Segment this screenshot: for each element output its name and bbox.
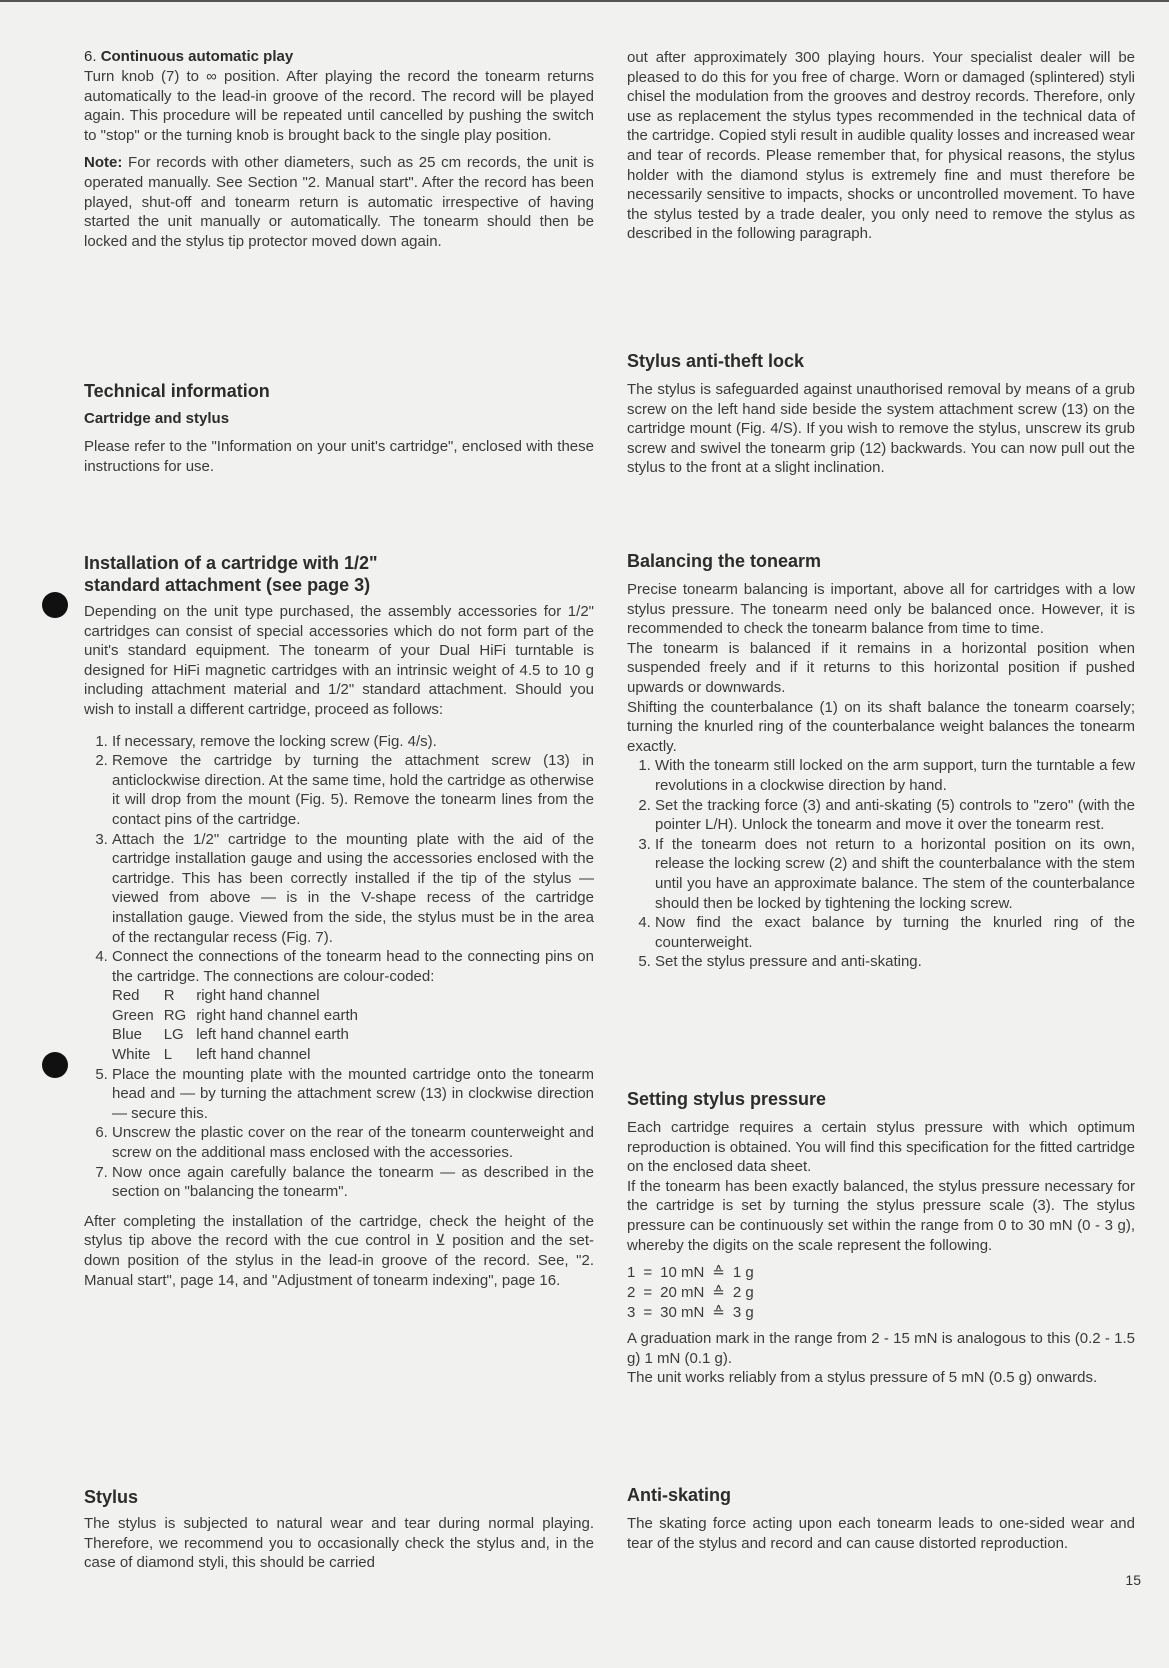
balancing-p3: Shifting the counterbalance (1) on its shaft balance the tonearm coarsely; turning the knurled ring of the counterbalance weight balances the tonearm exactly. xyxy=(627,698,1135,755)
colour-row: White L left hand channel xyxy=(112,1046,311,1064)
stylus-pressure-p2: If the tonearm has been exactly balanced, the stylus pressure necessary for the cartridge is set by turning the stylus pressure scale (3). The stylus pressure can be continuously set within the range from 0 to 30 mN (0 - 3 g), whereby the digits on the scale represent the following. xyxy=(627,1177,1135,1254)
installation-heading: Installation of a cartridge with 1/2" standard attachment (see page 3) xyxy=(84,553,378,595)
continuous-play-note: Note: For records with other diameters, such as 25 cm records, the unit is operated manually. See Section "2. Manual start". After the record has been played, shut-off and tonearm return is automatic irrespective of having started the unit manually or automatically. The tonearm should then be locked and the stylus tip protector moved down again. xyxy=(84,154,594,250)
stylus-continued-text: out after approximately 300 playing hours. Your specialist dealer will be pleased to do this for you free of charge. Worn or damaged (splintered) styli chisel the modulation from the grooves and destroy records. Therefore, only use as replacement the stylus types recommended in the technical data of the cartridge. Copied styli result in audible quality losses and increased wear and tear of records. Please remember that, for physical reasons, the stylus holder with the diamond stylus is extremely fine and must therefore be necessarily sensitive to impacts, shocks or uncontrolled movement. To have the stylus tested by a trade dealer, you only need to remove the stylus as described in the following paragraph. xyxy=(627,49,1135,243)
installation-step: 7. Now once again carefully balance the tonearm — as described in the section on "balancing the tonearm". xyxy=(112,1163,594,1202)
pressure-row: 3 = 30 mN ≙ 3 g xyxy=(627,1304,754,1322)
pressure-table xyxy=(627,1263,762,1323)
continuous-play-section xyxy=(84,48,594,251)
installation-step: 1. If necessary, remove the locking screw (Fig. 4/s). xyxy=(112,732,594,752)
installation-step: 2. Remove the cartridge by turning the attachment screw (13) in anticlockwise direction. At the same time, hold the cartridge as otherwise it will drop from the mount (Fig. 5). Remove the tonearm lines from the contact pins of the cartridge. xyxy=(112,751,594,829)
pressure-row: 2 = 20 mN ≙ 2 g xyxy=(627,1284,754,1302)
anti-skating-section xyxy=(627,1484,1135,1553)
balancing-p1: Precise tonearm balancing is important, above all for cartridges with a low stylus pressure. The tonearm need only be balanced once. However, it is recommended to check the tonearm balance from time to time. xyxy=(627,581,1135,638)
installation-step: 4. Connect the connections of the tonearm head to the connecting pins on the cartridge. The connections are colour-coded: xyxy=(112,947,594,986)
balancing-step: 2. Set the tracking force (3) and anti-skating (5) controls to "zero" (with the pointer L/H). Unlock the tonearm and move it over the tonearm rest. xyxy=(655,796,1135,835)
technical-info-heading: Technical information xyxy=(84,381,270,401)
colour-row: Green RG right hand channel earth xyxy=(112,1006,358,1024)
balancing-step: 4. Now find the exact balance by turning the knurled ring of the counterweight. xyxy=(655,913,1135,952)
anti-theft-heading: Stylus anti-theft lock xyxy=(627,351,805,371)
installation-after-text: After completing the installation of the cartridge, check the height of the stylus tip above the record with the cue control in ⊻ position and the set-down position of the stylus in the lead-in groove of the record. See, "2. Manual start", page 14, and "Adjustment of tonearm indexing", page 16. xyxy=(84,1212,594,1289)
anti-skating-heading: Anti-skating xyxy=(627,1485,732,1505)
colour-row: Red R right hand channel xyxy=(112,987,320,1005)
stylus-pressure-section xyxy=(627,1088,1135,1388)
installation-step: 6. Unscrew the plastic cover on the rear of the tonearm counterweight and screw on the additional mass enclosed with the accessories. xyxy=(112,1123,594,1162)
anti-theft-text: The stylus is safeguarded against unauthorised removal by means of a grub screw on the left hand side beside the system attachment screw (13) on the cartridge mount (Fig. 4/S). If you wish to remove the stylus, unscrew its grub screw and swivel the tonearm grip (12) backwards. You can now pull out the stylus to the front at a slight inclination. xyxy=(627,381,1135,477)
continuous-play-text: Turn knob (7) to ∞ position. After playing the record the tonearm returns automatically to the lead-in groove of the record. The record will be played again. This procedure will be repeated until cancelled by pushing the switch to "stop" or the turning knob is brought back to the single play position. xyxy=(84,68,594,144)
binder-hole-upper xyxy=(42,592,68,618)
continuous-play-heading: 6. Continuous automatic play xyxy=(84,48,294,65)
balancing-p2: The tonearm is balanced if it remains in a horizontal position when suspended freely and if it returns to this horizontal position if pushed upwards or downwards. xyxy=(627,639,1135,696)
top-edge-line xyxy=(0,0,1169,2)
page-number: 15 xyxy=(1125,1572,1141,1588)
colour-row: Blue LG left hand channel earth xyxy=(112,1026,349,1044)
balancing-step: 1. With the tonearm still locked on the arm support, turn the turntable a few revolutions in a clockwise direction by hand. xyxy=(655,756,1135,795)
technical-info-section xyxy=(84,380,594,476)
stylus-text: The stylus is subjected to natural wear and tear during normal playing. Therefore, we recommend you to occasionally check the stylus and, in the case of diamond styli, this should be carried xyxy=(84,1515,594,1572)
stylus-section xyxy=(84,1486,594,1573)
balancing-heading: Balancing the tonearm xyxy=(627,551,822,571)
anti-skating-text: The skating force acting upon each tonearm leads to one-sided wear and tear of the stylus and record and can cause distorted reproduction. xyxy=(627,1515,1135,1552)
balancing-step: 5. Set the stylus pressure and anti-skating. xyxy=(655,952,1135,972)
stylus-pressure-p1: Each cartridge requires a certain stylus pressure with which optimum reproduction is obtained. You will find this specification for the fitted cartridge on the enclosed data sheet. xyxy=(627,1119,1135,1176)
installation-section xyxy=(84,552,594,1290)
binder-hole-lower xyxy=(42,1052,68,1078)
installation-step: 5. Place the mounting plate with the mounted cartridge onto the tonearm head and — by turning the attachment screw (13) in clockwise direction — secure this. xyxy=(112,1065,594,1124)
installation-step: 3. Attach the 1/2" cartridge to the mounting plate with the aid of the cartridge installation gauge and using the accessories enclosed with the cartridge. This has been correctly installed if the tip of the stylus — viewed from above — is in the V-shape recess of the cartridge installation gauge. Viewed from the side, the stylus must be in the area of the rectangular recess (Fig. 7). xyxy=(112,830,594,948)
installation-intro: Depending on the unit type purchased, the assembly accessories for 1/2" cartridges can consist of special accessories which do not form part of the unit's standard equipment. The tonearm of your Dual HiFi turntable is designed for HiFi magnetic cartridges with an intrinsic weight of 4.5 to 10 g including attachment material and 1/2" standard attachment. Should you wish to install a different cartridge, proceed as follows: xyxy=(84,603,594,718)
technical-info-text: Please refer to the "Information on your unit's cartridge", enclosed with these instructions for use. xyxy=(84,438,594,475)
balancing-steps xyxy=(627,756,1135,972)
stylus-pressure-heading: Setting stylus pressure xyxy=(627,1089,827,1109)
stylus-pressure-p4: The unit works reliably from a stylus pressure of 5 mN (0.5 g) onwards. xyxy=(627,1369,1098,1387)
installation-steps xyxy=(84,732,594,987)
cartridge-stylus-subheading: Cartridge and stylus xyxy=(84,410,230,427)
stylus-pressure-p3: A graduation mark in the range from 2 - 15 mN is analogous to this (0.2 - 1.5 g) 1 mN (0.1 g). xyxy=(627,1330,1135,1367)
colour-code-table xyxy=(112,986,368,1064)
installation-steps-continued xyxy=(84,1065,594,1202)
anti-theft-section xyxy=(627,350,1135,478)
balancing-section xyxy=(627,550,1135,972)
stylus-heading: Stylus xyxy=(84,1487,139,1507)
pressure-row: 1 = 10 mN ≙ 1 g xyxy=(627,1264,754,1282)
stylus-continued-section xyxy=(627,48,1135,244)
balancing-step: 3. If the tonearm does not return to a horizontal position on its own, release the locking screw (2) and shift the counterbalance with the stem until you have an approximate balance. The stem of the counterbalance should then be locked by tightening the locking screw. xyxy=(655,835,1135,913)
